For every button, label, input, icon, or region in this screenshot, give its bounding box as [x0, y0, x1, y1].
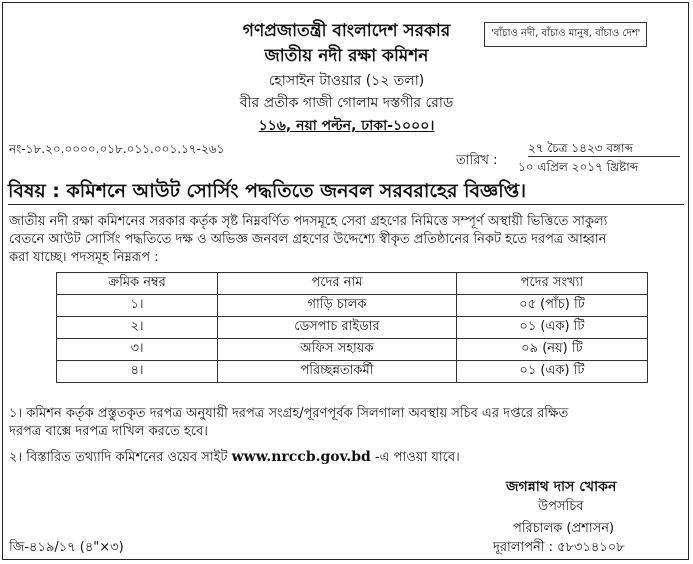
cell-serial: ১।	[57, 295, 218, 317]
cell-post-count: ০৯ (নয়) টি	[456, 339, 647, 361]
signatory-role: পরিচালক (প্রশাসন)	[513, 521, 615, 536]
date-bangla: ২৭ চৈত্র ১৪২৩ বঙ্গাব্দ	[528, 141, 633, 155]
cell-post-count: ০১ (এক) টি	[456, 317, 647, 339]
body-line-3: করা যাচ্ছে। পদসমূহ নিম্নরূপ :	[9, 250, 159, 265]
table-row	[57, 295, 648, 317]
header-building: হোসাইন টাওয়ার (১২ তলা)	[268, 73, 425, 89]
cell-serial: ২।	[57, 317, 218, 339]
table-row	[57, 361, 648, 383]
header-post-count: পদের সংখ্যা	[456, 273, 647, 295]
note-1-line-1: ১। কমিশন কর্তৃক প্রস্তুতকৃত দরপত্র অনুযায়ী দরপত্র সংগ্রহ/পূরণপূর্বক সিলগালা অবস্থায় সচিব এর দপ্তরে রক্ষিত	[9, 406, 569, 421]
header-government: গণপ্রজাতন্ত্রী বাংলাদেশ সরকার	[242, 21, 451, 41]
header-serial: ক্রমিক নম্বর	[57, 273, 218, 295]
body-line-1: জাতীয় নদী রক্ষা কমিশনের সরকার কর্তৃক সৃষ্ট নিম্নবর্ণিত পদসমূহে সেবা গ্রহণের নিমিত্তে সম্পূর্ণ অস্থায়ী ভিত্তিতে সাকুল্য	[9, 214, 608, 229]
cell-post-name: অফিস সহায়ক	[218, 339, 457, 361]
print-reference: জি-৪১৯/১৭ (৪"×৩)	[9, 540, 124, 555]
note-1-line-2: দরপত্র বাক্সে দরপত্র দাখিল করতে হবে।	[9, 424, 208, 439]
cell-post-name: ডেসপাচ রাইডার	[218, 317, 457, 339]
signatory-designation: উপসচিব	[538, 499, 584, 514]
cell-serial: ৪।	[57, 361, 218, 383]
header-commission: জাতীয় নদী রক্ষা কমিশন	[264, 46, 429, 66]
date-divider	[528, 156, 680, 157]
table-header-row	[57, 273, 648, 295]
subject-underline	[8, 204, 684, 205]
subject-line: বিষয় : কমিশনে আউট সোর্সিং পদ্ধতিতে জনবল সরবরাহের বিজ্ঞপ্তি।	[8, 180, 527, 202]
note-2	[9, 448, 460, 469]
header-post-name: পদের নাম	[218, 273, 457, 295]
cell-post-name: পরিচ্ছন্নতাকর্মী	[218, 361, 457, 383]
header-address: ১১৬, নয়া পল্টন, ঢাকা-১০০০।	[258, 118, 435, 134]
cell-post-count: ০৫ (পাঁচ) টি	[456, 295, 647, 317]
cell-post-count: ০১ (এক) টি	[456, 361, 647, 383]
note-2-prefix: ২। বিস্তারিত তথ্যাদি কমিশনের ওয়েব সাইট	[9, 450, 228, 465]
date-label: তারিখ :	[456, 153, 498, 168]
slogan-box: 'বাঁচাও নদী, বাঁচাও মানুষ, বাঁচাও দেশ'	[484, 22, 647, 47]
website-link[interactable]: www.nrccb.gov.bd	[231, 449, 371, 465]
memo-number: নং-১৮.২০.০০০০.০১৮.০১১.০০১.১৭-২৬১	[9, 142, 225, 156]
signatory-phone: দূরালাপনী : ৫৮৩১৪১০৮	[493, 540, 625, 555]
posts-table	[56, 272, 648, 383]
note-2-suffix: -এ পাওয়া যাবে।	[374, 450, 460, 465]
table-row	[57, 317, 648, 339]
signatory-name: জগন্নাথ দাস খোকন	[506, 479, 617, 495]
date-english: ১০ এপ্রিল ২০১৭ খ্রিষ্টাব্দ	[518, 160, 639, 174]
body-line-2: বেতনে আউট সোর্সিং পদ্ধতিতে দক্ষ ও অভিজ্ঞ জনবল গ্রহণের উদ্দেশ্যে স্বীকৃত প্রতিষ্ঠানের নিকট হতে দরপত্র আহ্বান	[9, 232, 607, 247]
cell-serial: ৩।	[57, 339, 218, 361]
header-road: বীর প্রতীক গাজী গোলাম দস্তগীর রোড	[239, 95, 454, 111]
table-row	[57, 339, 648, 361]
cell-post-name: গাড়ি চালক	[218, 295, 457, 317]
